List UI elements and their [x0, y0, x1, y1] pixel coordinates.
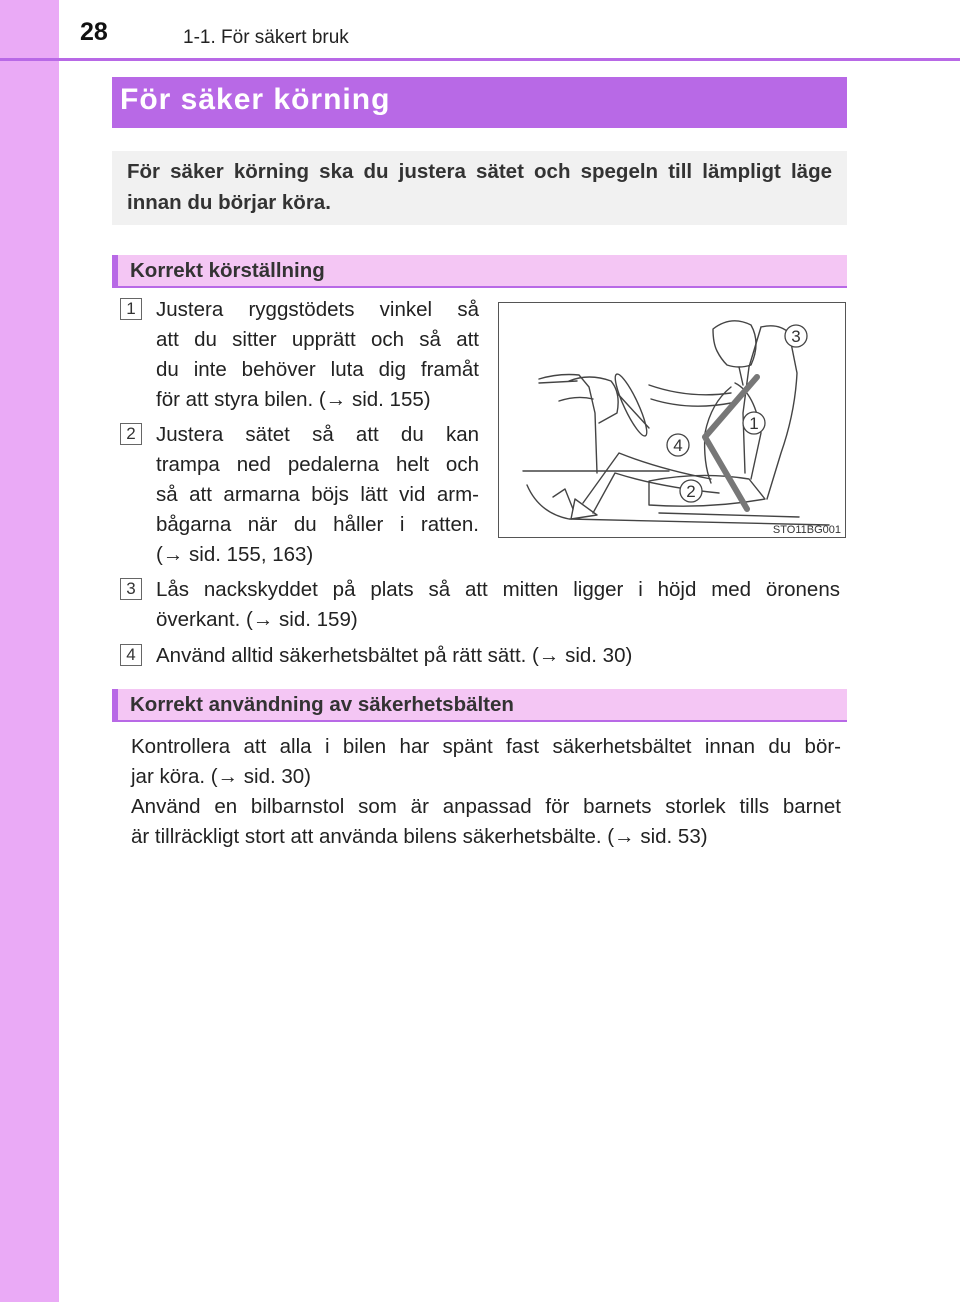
section-heading-text: Korrekt användning av säkerhetsbälten [130, 693, 514, 716]
item-line: att du sitter upprätt och så att [156, 328, 479, 351]
item-line: så att armarna böjs lätt vid arm- [156, 483, 479, 506]
item-line: Lås nackskyddet på plats så att mitten ligger i höjd med öronens [156, 578, 840, 601]
item-text [156, 641, 840, 671]
callout-label: 2 [686, 482, 696, 501]
paragraph-line: Använd en bilbarnstol som är anpassad för barnets storlek tills barnet [131, 795, 841, 818]
item-line: trampa ned pedalerna helt och [156, 453, 479, 476]
item-text [156, 420, 479, 570]
section-heading-driving-position [112, 255, 847, 288]
title-bar [112, 77, 847, 128]
callout-label: 1 [749, 414, 759, 433]
item-line: Justera ryggstödets vinkel så [156, 298, 479, 321]
intro-box [112, 151, 847, 225]
driver-illustration [499, 303, 845, 537]
chapter-title: 1-1. För säkert bruk [183, 27, 349, 48]
item-number: 4 [120, 644, 142, 666]
item-line: överkant. (→ sid. 159) [156, 608, 358, 631]
driving-position-figure [498, 302, 846, 538]
section-heading-seatbelt-use [112, 689, 847, 722]
item-line: du inte behöver luta dig framåt [156, 358, 479, 381]
item-number: 3 [120, 578, 142, 600]
paragraph-line: jar köra. (→ sid. 30) [131, 765, 311, 788]
item-number: 1 [120, 298, 142, 320]
intro-text: För säker körning ska du justera sätet och spegeln till lämpligt läge innan du börjar köra. [127, 160, 832, 214]
figure-code: STO11BG001 [772, 524, 841, 536]
item-line: Justera sätet så att du kan [156, 423, 479, 446]
callout-label: 4 [673, 436, 683, 455]
item-line: bågarna när du håller i ratten. [156, 513, 479, 536]
item-line: för att styra bilen. (→ sid. 155) [156, 388, 431, 411]
item-line: (→ sid. 155, 163) [156, 543, 314, 566]
item-text [156, 575, 840, 635]
item-text [156, 295, 479, 415]
header-rule [0, 58, 960, 61]
page-number: 28 [80, 18, 108, 46]
page-title: För säker körning [120, 83, 391, 116]
side-strip [0, 0, 59, 1302]
section-heading-text: Korrekt körställning [130, 259, 325, 282]
item-number: 2 [120, 423, 142, 445]
item-line: Använd alltid säkerhetsbältet på rätt sätt. (→ sid. 30) [156, 644, 633, 667]
paragraph-line: Kontrollera att alla i bilen har spänt fast säkerhetsbältet innan du bör- [131, 735, 841, 758]
seatbelt-paragraph [131, 732, 841, 852]
callout-label: 3 [791, 327, 801, 346]
paragraph-line: är tillräckligt stort att använda bilens säkerhetsbälte. (→ sid. 53) [131, 825, 708, 848]
